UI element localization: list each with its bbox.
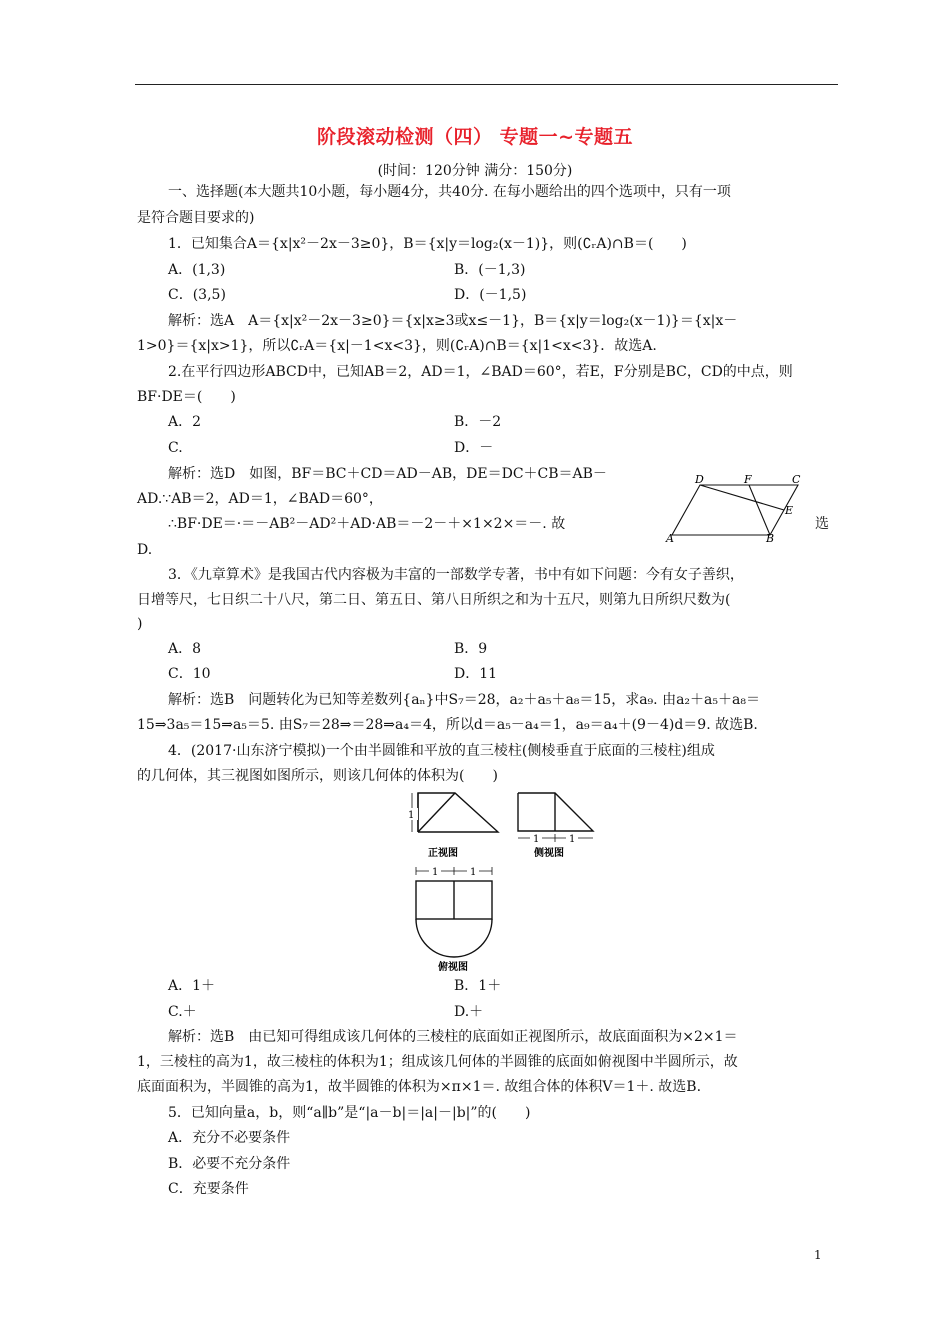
header-rule <box>135 84 838 85</box>
q3-option-d: D．11 <box>454 666 498 682</box>
q5-option-c: C．充要条件 <box>168 1181 249 1197</box>
q1-option-d: D．(－1,5) <box>454 287 527 303</box>
q3-option-a: A．8 <box>168 641 202 657</box>
q1-option-a: A．(1,3) <box>168 262 226 278</box>
q3-stem-end: ) <box>137 616 143 632</box>
label-b: B <box>766 532 775 543</box>
q4-stem-cont: 的几何体，其三视图如图所示，则该几何体的体积为( ) <box>137 768 498 784</box>
q1-solution: 解析：选A A＝{x|x²－2x－3≥0}＝{x|x≥3或x≤－1}，B＝{x|y＝log₂(x－1)}＝{x|x－ <box>168 313 738 329</box>
label-front-view: 正视图 <box>428 848 458 859</box>
dim-front: 1 <box>408 810 415 821</box>
q4-stem: 4．(2017·山东济宁模拟)一个由半圆锥和平放的直三棱柱(侧棱垂直于底面的三棱柱)组成 <box>168 743 715 759</box>
q4-option-b: B．1＋ <box>454 978 502 994</box>
q5-option-a: A．充分不必要条件 <box>168 1130 291 1146</box>
dim-side-1: 1 <box>533 834 540 845</box>
q4-option-a: A．1＋ <box>168 978 216 994</box>
q2-stem-cont: BF·DE＝( ) <box>137 389 236 405</box>
q2-option-c: C. <box>168 440 183 456</box>
three-view-figure <box>400 788 605 973</box>
segment-de <box>700 485 784 510</box>
q4-solution: 解析：选B 由已知可得组成该几何体的三棱柱的底面如正视图所示，故底面面积为×2×1＝ <box>168 1029 738 1045</box>
label-top-view: 俯视图 <box>438 962 468 973</box>
dim-top-1: 1 <box>432 867 439 878</box>
q3-stem-cont: 日增等尺，七日织二十八尺，第二日、第五日、第八日所织之和为十五尺，则第九日所织尺数为( <box>137 592 731 608</box>
q4-option-d: D.＋ <box>454 1004 484 1020</box>
page-title: 阶段滚动检测（四） 专题一~专题五 <box>316 126 634 148</box>
label-c: C <box>792 473 801 486</box>
segment-bf <box>749 485 770 535</box>
q5-option-b: B．必要不充分条件 <box>168 1156 291 1172</box>
parallelogram-abcd <box>672 485 798 535</box>
q2-option-b: B．－2 <box>454 414 502 430</box>
q2-solution-end: D. <box>137 542 153 558</box>
label-e: E <box>785 504 794 517</box>
q3-stem: 3．《九章算术》是我国古代内容极为丰富的一部数学专著，书中有如下问题：今有女子善织， <box>168 567 744 583</box>
q4-solution-cont: 1，三棱柱的高为1，故三棱柱的体积为1；组成该几何体的半圆锥的底面如俯视图中半圆所示，故 <box>137 1054 738 1070</box>
q4-option-c: C.＋ <box>168 1004 197 1020</box>
q1-stem: 1．已知集合A＝{x|x²－2x－3≥0}，B＝{x|y＝log₂(x－1)}，则(∁ᵣA)∩B＝( ) <box>168 236 687 252</box>
front-view-diagonal <box>418 793 455 832</box>
q2-solution-cont: AD.∵AB＝2，AD＝1，∠BAD＝60°， <box>137 491 383 507</box>
q2-solution-xuan: 选 <box>815 516 829 532</box>
q1-solution-cont: 1>0}＝{x|x>1}，所以∁ᵣA＝{x|－1<x<3}，则(∁ᵣA)∩B＝{x|1<x<3}．故选A. <box>137 338 657 354</box>
q2-stem: 2.在平行四边形ABCD中，已知AB＝2，AD＝1，∠BAD＝60°，若E，F分别是BC，CD的中点，则 <box>168 364 793 380</box>
q2-option-a: A．2 <box>168 414 202 430</box>
q5-stem: 5．已知向量a，b，则“a∥b”是“|a－b|＝|a|－|b|”的( ) <box>168 1105 531 1121</box>
label-f: F <box>744 473 752 486</box>
dim-side-2: 1 <box>569 834 576 845</box>
label-a: A <box>666 532 674 543</box>
dim-top-2: 1 <box>470 867 477 878</box>
front-view-shape <box>418 793 498 832</box>
q2-solution: 解析：选D 如图，BF＝BC＋CD＝AD－AB，DE＝DC＋CB＝AB－ <box>168 466 607 482</box>
q1-option-c: C．(3,5) <box>168 287 226 303</box>
label-d: D <box>695 473 704 486</box>
top-view-semicircle <box>416 919 492 957</box>
page-number: 1 <box>814 1248 822 1262</box>
q2-option-d: D．－ <box>454 440 494 456</box>
q3-solution: 解析：选B 问题转化为已知等差数列{aₙ}中S₇＝28，a₂＋a₅＋a₈＝15，求a₉. 由a₂＋a₅＋a₈＝ <box>168 692 760 708</box>
page-subtitle: (时间：120分钟 满分：150分) <box>377 163 573 179</box>
q1-option-b: B．(－1,3) <box>454 262 526 278</box>
section-intro: 一、选择题(本大题共10小题，每小题4分，共40分. 在每小题给出的四个选项中，只有一项 <box>168 184 731 200</box>
label-side-view: 侧视图 <box>534 848 564 859</box>
q3-option-b: B．9 <box>454 641 488 657</box>
q3-solution-cont: 15⇒3a₅＝15⇒a₅＝5. 由S₇＝28⇒＝28⇒a₄＝4，所以d＝a₅－a₄＝1，a₉＝a₄＋(9－4)d＝9. 故选B. <box>137 717 758 733</box>
parallelogram-figure <box>662 473 812 543</box>
q4-solution-cont2: 底面面积为，半圆锥的高为1，故半圆锥的体积为×π×1＝. 故组合体的体积V＝1＋. 故选B. <box>137 1079 702 1095</box>
q3-option-c: C．10 <box>168 666 211 682</box>
q2-solution-cont2: ∴BF·DE＝·＝－AB²－AD²＋AD·AB＝－2－＋×1×2×＝－. 故 <box>168 516 566 532</box>
section-intro-cont: 是符合题目要求的) <box>137 210 255 226</box>
